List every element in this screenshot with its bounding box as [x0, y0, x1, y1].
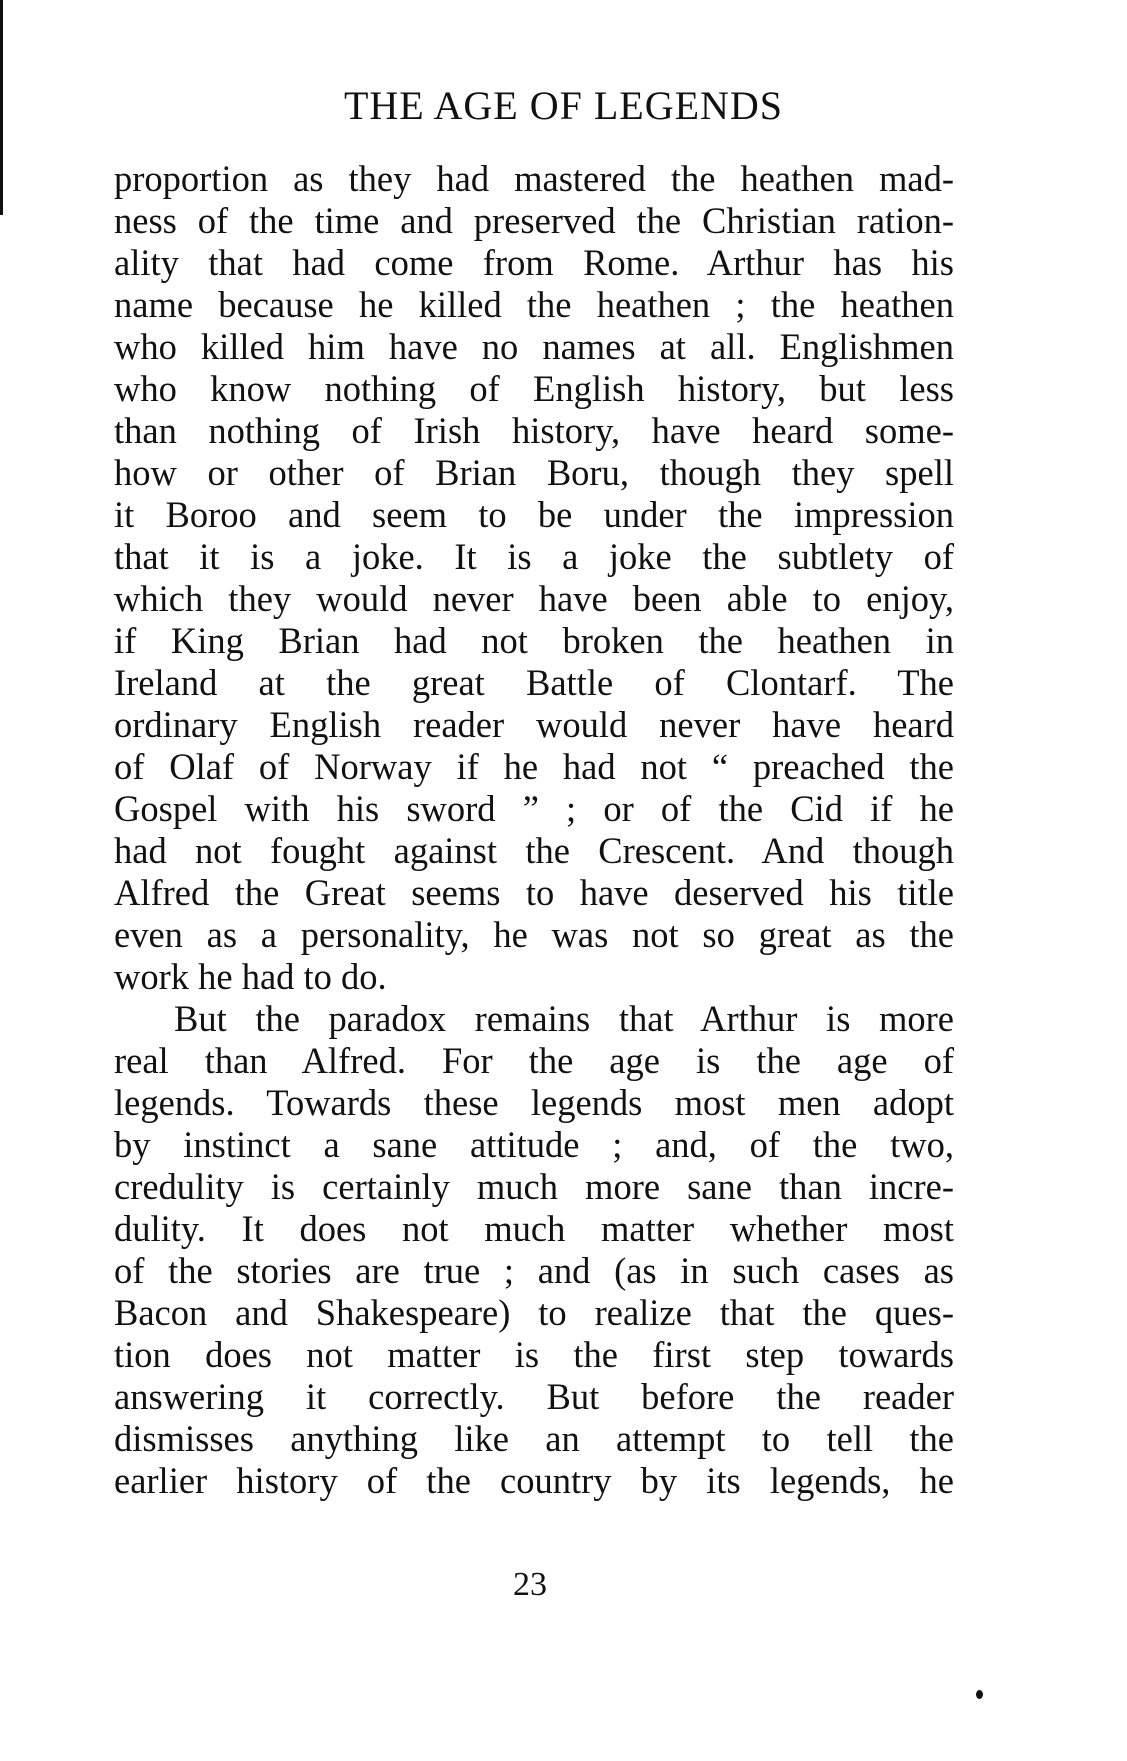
text-line: who know nothing of English history, but less	[114, 368, 954, 409]
text-line: proportion as they had mastered the heathen mad-	[114, 158, 954, 199]
body-text	[114, 158, 954, 1502]
paragraph	[114, 158, 954, 998]
page-number: 23	[513, 1566, 547, 1603]
text-line: dismisses anything like an attempt to tell the	[114, 1418, 954, 1459]
text-line: credulity is certainly much more sane than incre-	[114, 1166, 954, 1207]
text-line: which they would never have been able to enjoy,	[114, 578, 954, 619]
text-line: ness of the time and preserved the Christian ration-	[114, 200, 954, 241]
text-line: of the stories are true ; and (as in such cases as	[114, 1250, 954, 1291]
text-line: name because he killed the heathen ; the heathen	[114, 284, 954, 325]
text-line: legends. Towards these legends most men adopt	[114, 1082, 954, 1123]
text-line: real than Alfred. For the age is the age of	[114, 1040, 954, 1081]
text-line: work he had to do.	[114, 956, 387, 997]
text-line: dulity. It does not much matter whether most	[114, 1208, 954, 1249]
text-line: tion does not matter is the first step towards	[114, 1334, 954, 1375]
ink-speck	[976, 1690, 983, 1699]
text-line: ordinary English reader would never have heard	[114, 704, 954, 745]
text-line: answering it correctly. But before the reader	[114, 1376, 954, 1417]
text-line: But the paradox remains that Arthur is more	[174, 998, 954, 1039]
text-line: ality that had come from Rome. Arthur has his	[114, 242, 954, 283]
text-line: that it is a joke. It is a joke the subtlety of	[114, 536, 954, 577]
text-line: by instinct a sane attitude ; and, of the two,	[114, 1124, 954, 1165]
text-line: had not fought against the Crescent. And though	[114, 830, 954, 871]
text-line: it Boroo and seem to be under the impression	[114, 494, 954, 535]
text-line: even as a personality, he was not so great as the	[114, 914, 954, 955]
text-line: if King Brian had not broken the heathen in	[114, 620, 954, 661]
text-line: how or other of Brian Boru, though they spell	[114, 452, 954, 493]
text-line: who killed him have no names at all. Englishmen	[114, 326, 954, 367]
text-line: of Olaf of Norway if he had not “ preached the	[114, 746, 954, 787]
paragraph	[114, 998, 954, 1502]
text-line: Bacon and Shakespeare) to realize that the ques-	[114, 1292, 954, 1333]
text-line: Gospel with his sword ” ; or of the Cid if he	[114, 788, 954, 829]
text-line: Alfred the Great seems to have deserved his title	[114, 872, 954, 913]
text-line: Ireland at the great Battle of Clontarf. The	[114, 662, 954, 703]
running-head: THE AGE OF LEGENDS	[343, 83, 784, 128]
text-line: earlier history of the country by its legends, he	[114, 1460, 954, 1501]
text-line: than nothing of Irish history, have heard some-	[114, 410, 954, 451]
